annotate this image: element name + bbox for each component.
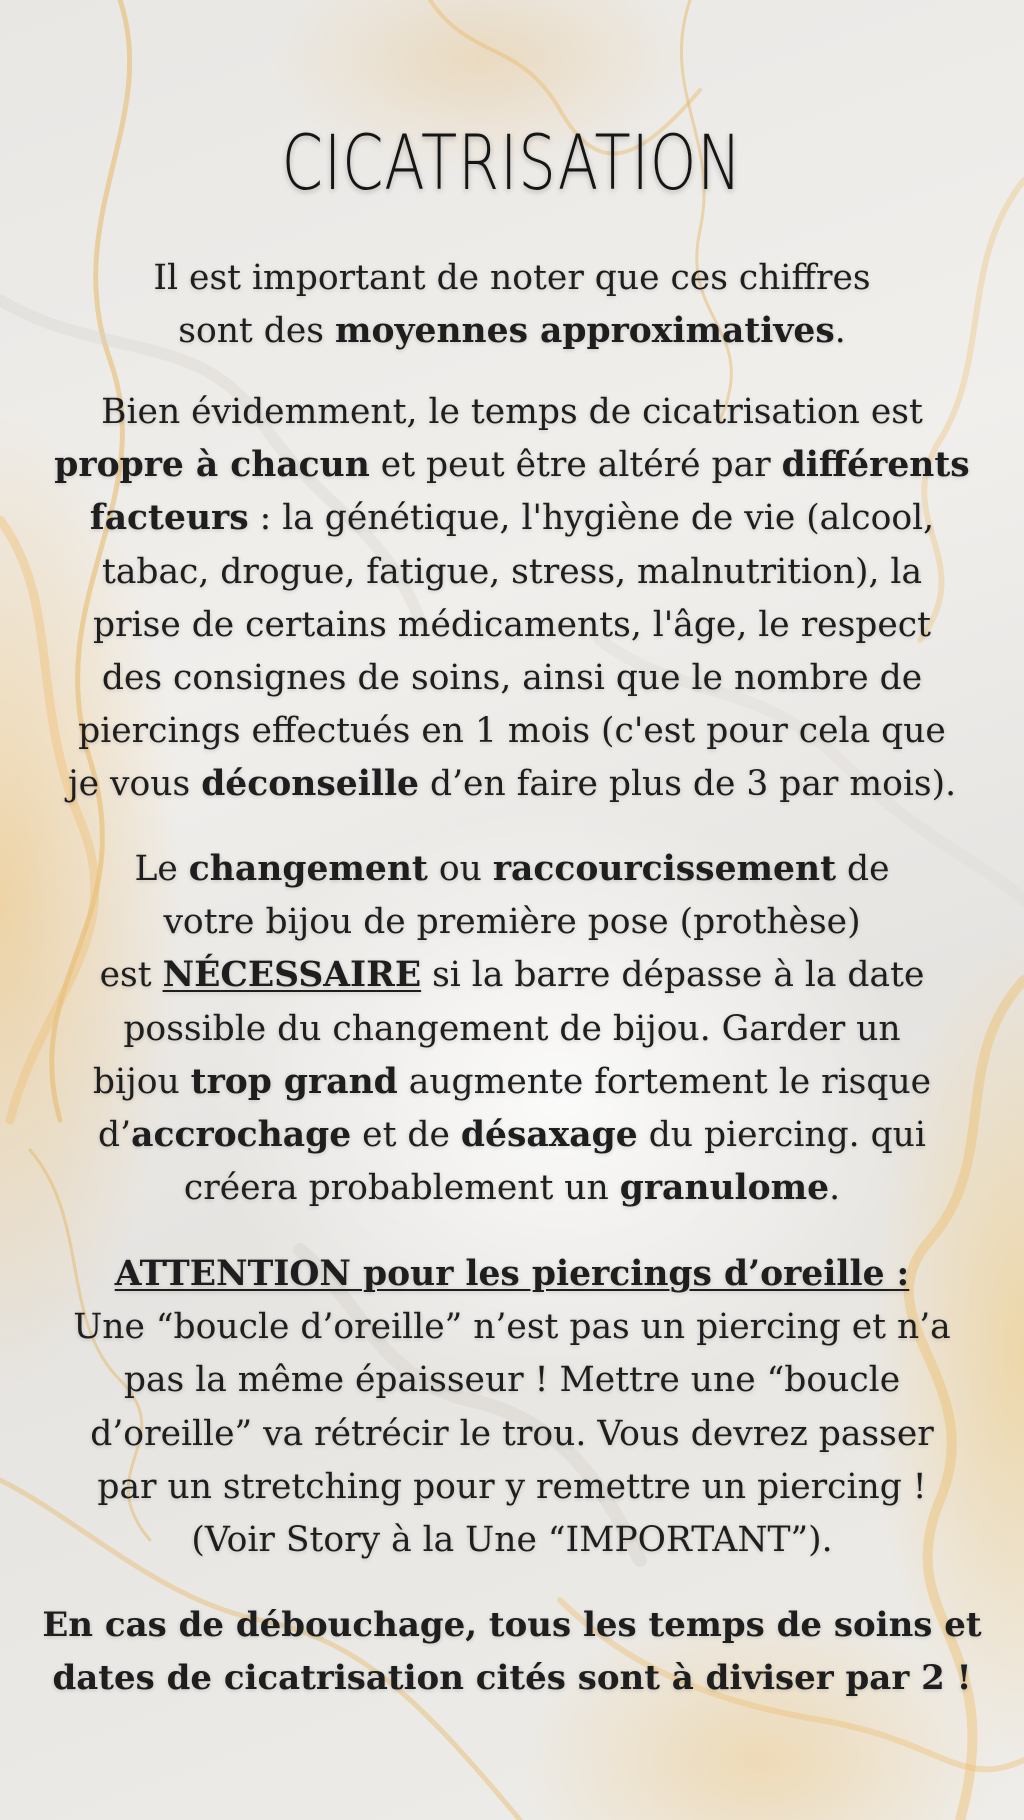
text-line	[40, 492, 984, 545]
text-span: ou	[427, 849, 493, 889]
text-line	[40, 1162, 984, 1215]
text-line	[40, 439, 984, 492]
factors-paragraph	[40, 386, 984, 812]
text-line: par un stretching pour y remettre un piercing !	[97, 1466, 927, 1507]
text-line: prise de certains médicaments, l'âge, le respect	[93, 604, 931, 645]
text-span: : la génétique, l'hygiène de vie (alcool,	[248, 498, 935, 539]
underlined-bold-text: NÉCESSAIRE	[162, 955, 422, 996]
text-span: bijou	[92, 1061, 191, 1102]
text-line	[40, 949, 984, 1002]
bold-text: propre à chacun	[54, 445, 370, 486]
text-line	[40, 843, 984, 896]
text-line: Une “boucle d’oreille” n’est pas un piercing et n’a	[73, 1307, 951, 1348]
text-line: Il est important de noter que ces chiffres	[153, 258, 871, 298]
text-span: créera probablement un	[183, 1168, 620, 1209]
text-line	[40, 1056, 984, 1109]
jewel-change-paragraph	[40, 843, 984, 1215]
text-span: d’	[98, 1115, 132, 1156]
text-span: de	[836, 849, 890, 889]
text-span: augmente fortement le risque	[397, 1061, 932, 1102]
text-span: et de	[351, 1115, 461, 1156]
text-line: Bien évidemment, le temps de cicatrisation est	[101, 392, 923, 432]
text-span: Le	[134, 849, 189, 889]
page-title: CICATRISATION	[281, 118, 743, 207]
text-line: d’oreille” va rétrécir le trou. Vous devrez passer	[90, 1413, 934, 1454]
text-span: sont des	[178, 311, 335, 352]
text-line	[40, 1109, 984, 1162]
text-line: des consignes de soins, ainsi que le nombre de	[101, 658, 923, 699]
bold-text: accrochage	[131, 1115, 352, 1156]
text-line: piercings effectués en 1 mois (c'est pour cela que	[78, 711, 946, 752]
bold-text: facteurs	[89, 498, 249, 539]
warning-heading: ATTENTION pour les piercings d’oreille :	[114, 1254, 910, 1294]
text-line: possible du changement de bijou. Garder un	[123, 1008, 901, 1049]
text-line	[40, 758, 984, 811]
text-line	[40, 305, 984, 358]
text-span: du piercing. qui	[637, 1115, 926, 1156]
ear-warning-paragraph	[40, 1248, 984, 1567]
text-span: si la barre dépasse à la date	[421, 955, 925, 996]
text-line: (Voir Story à la Une “IMPORTANT”).	[191, 1520, 833, 1561]
final-note-paragraph	[40, 1599, 984, 1705]
bold-text: déconseille	[201, 764, 420, 805]
bold-text: trop grand	[190, 1061, 398, 1102]
bold-text: raccourcissement	[492, 849, 837, 889]
text-span: .	[834, 311, 846, 352]
text-line: tabac, drogue, fatigue, stress, malnutrition), la	[101, 551, 923, 592]
bold-text: granulome	[619, 1168, 830, 1209]
text-line: votre bijou de première pose (prothèse)	[163, 902, 861, 943]
bold-text: changement	[188, 849, 428, 889]
text-line: pas la même épaisseur ! Mettre une “boucle	[123, 1360, 901, 1401]
text-span: et peut être altéré par	[369, 445, 782, 486]
text-line	[40, 1248, 984, 1301]
text-span: .	[829, 1168, 841, 1209]
intro-paragraph	[40, 252, 984, 358]
bold-text: désaxage	[460, 1115, 638, 1156]
bold-text: moyennes approximatives	[334, 311, 835, 352]
text-span: je vous	[67, 764, 202, 805]
text-span: est	[99, 955, 163, 996]
text-line: En cas de débouchage, tous les temps de soins et	[42, 1605, 982, 1645]
text-line: dates de cicatrisation cités sont à diviser par 2 !	[52, 1658, 972, 1699]
bold-text: différents	[781, 445, 970, 486]
text-span: d’en faire plus de 3 par mois).	[419, 764, 957, 805]
